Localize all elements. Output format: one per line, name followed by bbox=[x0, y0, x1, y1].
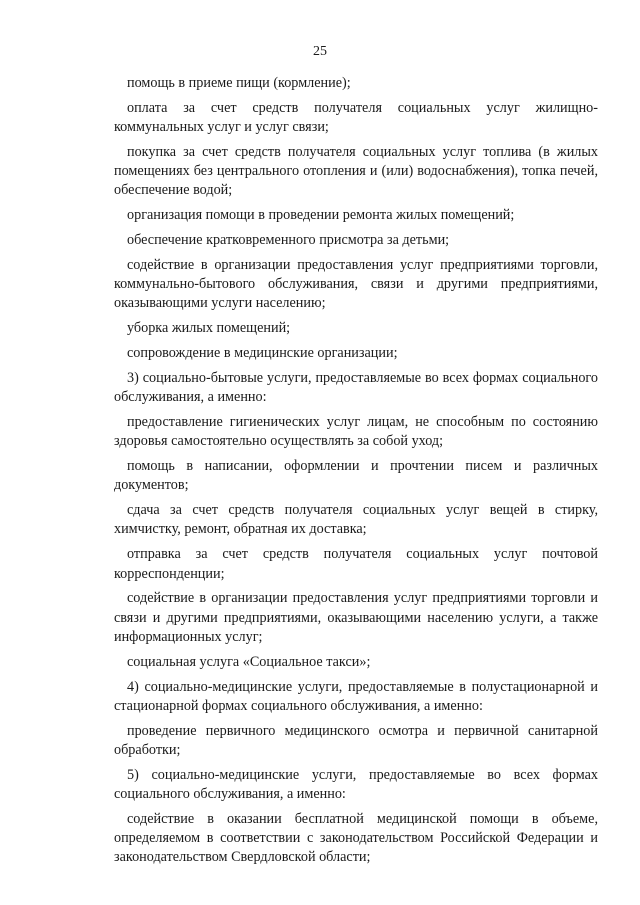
paragraph: проведение первичного медицинского осмотра и первичной санитарной обработки; bbox=[114, 722, 598, 758]
paragraph: 5) социально-медицинские услуги, предоставляемые во всех формах социального обслуживания, а именно: bbox=[114, 766, 598, 802]
paragraph: помощь в написании, оформлении и прочтении писем и различных документов; bbox=[114, 458, 598, 494]
paragraph: сопровождение в медицинские организации; bbox=[127, 345, 398, 362]
paragraph: 3) социально-бытовые услуги, предоставляемые во всех формах социального обслуживания, а именно: bbox=[114, 369, 598, 406]
paragraph: отправка за счет средств получателя социальных услуг почтовой корреспонденции; bbox=[114, 546, 598, 582]
paragraph: социальная услуга «Социальное такси»; bbox=[127, 653, 371, 670]
paragraph: содействие в организации предоставления услуг предприятиями торговли и связи и другими предприятиями, оказывающими населению услуги, а также информационных услуг; bbox=[114, 590, 598, 645]
paragraph: сдача за счет средств получателя социальных услуг вещей в стирку, химчистку, ремонт, обратная их доставка; bbox=[114, 502, 598, 538]
paragraph: оплата за счет средств получателя социальных услуг жилищно-коммунальных услуг и услуг связи; bbox=[114, 99, 598, 136]
paragraph: организация помощи в проведении ремонта жилых помещений; bbox=[127, 207, 515, 224]
paragraph: уборка жилых помещений; bbox=[127, 320, 291, 337]
paragraph: обеспечение кратковременного присмотра за детьми; bbox=[127, 232, 450, 249]
document-body bbox=[114, 74, 598, 868]
paragraph: 4) социально-медицинские услуги, предоставляемые в полустационарной и стационарной формах социального обслуживания, а именно: bbox=[114, 678, 598, 714]
paragraph: помощь в приеме пищи (кормление); bbox=[127, 75, 351, 91]
paragraph: покупка за счет средств получателя социальных услуг топлива (в жилых помещениях без центрального отопления и (или) водоснабжения), топка печей, обеспечение водой; bbox=[114, 143, 598, 199]
paragraph: содействие в оказании бесплатной медицинской помощи в объеме, определяемом в соответствии с законодательством Российской Федерации и законодательством Свердловской области; bbox=[114, 810, 598, 866]
page-number: 25 bbox=[313, 44, 327, 59]
paragraph: предоставление гигиенических услуг лицам, не способным по состоянию здоровья самостоятельно осуществлять за собой уход; bbox=[114, 413, 598, 450]
paragraph: содействие в организации предоставления услуг предприятиями торговли, коммунально-бытового обслуживания, связи и другими предприятиями, оказывающими услуги населению; bbox=[114, 256, 598, 312]
